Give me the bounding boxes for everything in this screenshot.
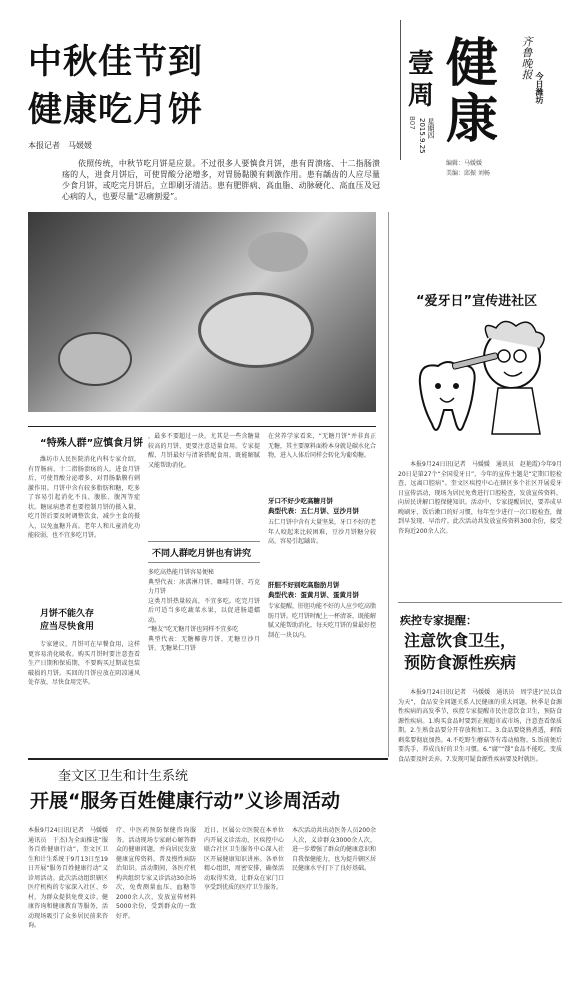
col1-body: 潍坊市人民医院消化内科专家介绍，有胃肠病、十二指肠溃疡的人，进食月饼后，可使胃酸分泌增多，对胃肠黏膜有刺激作用。月饼中含有较多脂肪和糖，吃多了容易引起消化不良、腹胀、腹泻等症状。糖尿病患者也要控制月饼的摄入量，吃月饼后要及时调整饮食，减少主食的摄入，以免血糖升高。老年人和儿童消化功能较弱，也不宜多吃月饼。 [28,456,140,539]
bottom-col4: 本次活动共出动医务人员200余人次，义诊群众3000余人次，进一步增强了群众的健康意识和自我保健能力，也为提升辖区居民健康水平打下了良好基础。 [292,827,377,872]
date: 2015.9.25 [418,118,426,154]
bottom-col2: 疗、中医药预防保健咨询服务。活动现场专家耐心解答群众的健康问题，并向居民发放健康宣传资料，普及慢性病防治知识。活动期间，各医疗机构共组织专家义诊活动30余场次，免费测量血压、血糖等2000余人次，发放宣传材料5000余份，受到群众的一致好评。 [116,827,196,920]
section-tag: 壹周 [408,49,435,111]
weekday: 星期四 [427,118,435,139]
lead-title-line1: 中秋佳节到 [28,42,203,82]
masthead-char-1: 健 [446,34,499,94]
right-bottom-kicker: 疾控专家提醒： [400,614,477,627]
lead-byline: 本报记者 马媛媛 [28,141,92,150]
mooncake-photo [28,212,376,412]
col3-representative-2: 典型代表：蛋黄月饼、蛋黄月饼 [268,591,359,599]
designer-credit: 美编：邱振 刘畅 [446,170,490,177]
bottom-col1: 本报9月24日讯(记者 马媛媛 通讯员 于杰)为全面推进“服务百姓健康行动”，奎文区卫生和计生系统于9月13日至19日开展“服务百姓健康行动”义诊周活动。此次活动组织辖区医疗机构的专家深入社区、乡村，为群众提供免费义诊、健康咨询和健康教育等服务，活动现场吸引了众多居民前来咨询。 [28,827,115,929]
col1-subhead: “特殊人群”应慎食月饼 [40,438,144,449]
masthead [400,20,560,167]
page-number: B07 [408,116,416,130]
col2-body: ，最多不要超过一块。尤其是一些含糖量较高的月饼，更要注意适量食用。专家提醒，月饼最好与清茶搭配食用，既能解腻又能帮助消化。 [148,433,260,469]
bottom-title: 开展“服务百姓健康行动”义诊周活动 [30,790,340,812]
col3-body-3: 专家提醒，肝胆功能不好的人应少吃高脂肪月饼。吃月饼时配上一杯清茶，既能解腻又能帮助消化，每天吃月饼的量最好控制在一块以内。 [268,603,377,639]
col1-subhead-2: 月饼不能久存 应当尽快食用 [40,609,95,632]
lead-title-line2: 健康吃月饼 [28,90,203,130]
right-bottom-headline-2: 预防食源性疾病 [404,653,517,672]
cartoon-dentist-illustration [400,314,560,452]
bottom-kicker: 奎文区卫生和计生系统 [58,769,189,784]
masthead-char-2: 康 [446,90,499,150]
bottom-col3: 近日，区属公立医院在本单位内开展义诊活动，区疾控中心联合社区卫生服务中心深入社区开展健康知识讲座。各单位精心组织，周密安排，确保活动取得实效，让群众在家门口享受到优质的医疗卫生服务。 [204,827,284,891]
brand-sub: 今日潍坊 [535,72,544,104]
col2-body-2: 多吃高热能月饼容易便秘 典型代表：冰淇淋月饼、咖啡月饼、巧克力月饼 这类月饼热量较高，不宜多吃。吃完月饼后可适当多吃蔬菜水果，以促进肠道蠕动。 “糖友”吃无糖月饼也同样不宜多吃 典型代表：无糖椰蓉月饼、无糖豆沙月饼、无糖果仁月饼 [148,569,260,652]
right-top-headline: “爱牙日”宣传进社区 [416,294,538,309]
lead-intro: 依照传统，中秋节吃月饼是应景。不过很多人要慎食月饼，患有胃溃疡、十二指肠溃疡的人，进食月饼后，可使胃酸分泌增多，对胃肠黏膜有刺激作用。患有龋齿的人应尽量少食月饼，或吃完月饼后，立即刷牙清洁。患有肥胖病、高血脂、动脉硬化、高血压及冠心病的人，也要尽量“忍痛割爱”。 [62,159,380,201]
col3-body: 在营养学家看来，“无糖月饼”并非真正无糖，其主要原料面粉本身就是碳水化合物，进入人体后同样会转化为葡萄糖。 [268,433,377,459]
editor-credit: 编辑：马媛媛 [446,160,483,167]
right-top-body: 本报9月24日讯(记者 马媛媛 通讯员 赵艳霞)今年9月20日是第27个“全国爱牙日”，今年的宣传主题是“定期口腔检查，远离口腔病”。奎文区疾控中心在辖区多个社区开展爱牙日宣传活动，现场为居民免费进行口腔检查，发放宣传资料，向居民讲解口腔保健知识。活动中，专家提醒居民，要养成早晚刷牙、饭后漱口的好习惯，每年至少进行一次口腔检查，做到早发现、早治疗。此次活动共发放宣传资料300余份，接受咨询近200余人次。 [398,461,562,535]
col3-representative-1: 典型代表：五仁月饼、豆沙月饼 [268,507,359,515]
col3-subhead-2: 肝胆不好别吃高脂肪月饼 [268,581,340,589]
col1-body-2: 专家建议，月饼可在早餐食用，这样更容易消化吸收。购买月饼时要注意查看生产日期和保质期，不要购买过期或包装破损的月饼。买回的月饼应放在阴凉通风处存放，尽快食用完毕。 [28,641,140,686]
right-bottom-body: 本报9月24日讯(记者 马媛媛 通讯员 周学进)“民以食为天”，食品安全问题关系人民健康的重大问题。秋季是食源性疾病的高发季节，疾控专家提醒市民注意饮食卫生，预防食源性疾病。1.购买食品时要到正规超市或市场，注意查看保质期。2.生熟食品要分开存放和加工。3.食品要烧熟煮透，剩饭剩菜要彻底加热。4.不吃野生蘑菇等有毒动植物。5.饭前便后要洗手，养成良好的卫生习惯。6.“腐”“馊”食品不能吃，变质食品要及时丢弃。7.发现可疑食源性疾病要及时就医。 [398,689,562,763]
col3-subhead-1: 牙口不好少吃高糖月饼 [268,497,333,505]
right-bottom-headline-1: 注意饮食卫生， [404,631,517,650]
brand-logo: 齐鲁晚报 [520,36,533,80]
col2-subhead: 不同人群吃月饼也有讲究 [152,549,252,559]
col3-body-2: 五仁月饼中含有大量坚果，牙口不好的老年人咬起来比较困难，豆沙月饼糖分较高，容易引起龋齿。 [268,519,377,545]
